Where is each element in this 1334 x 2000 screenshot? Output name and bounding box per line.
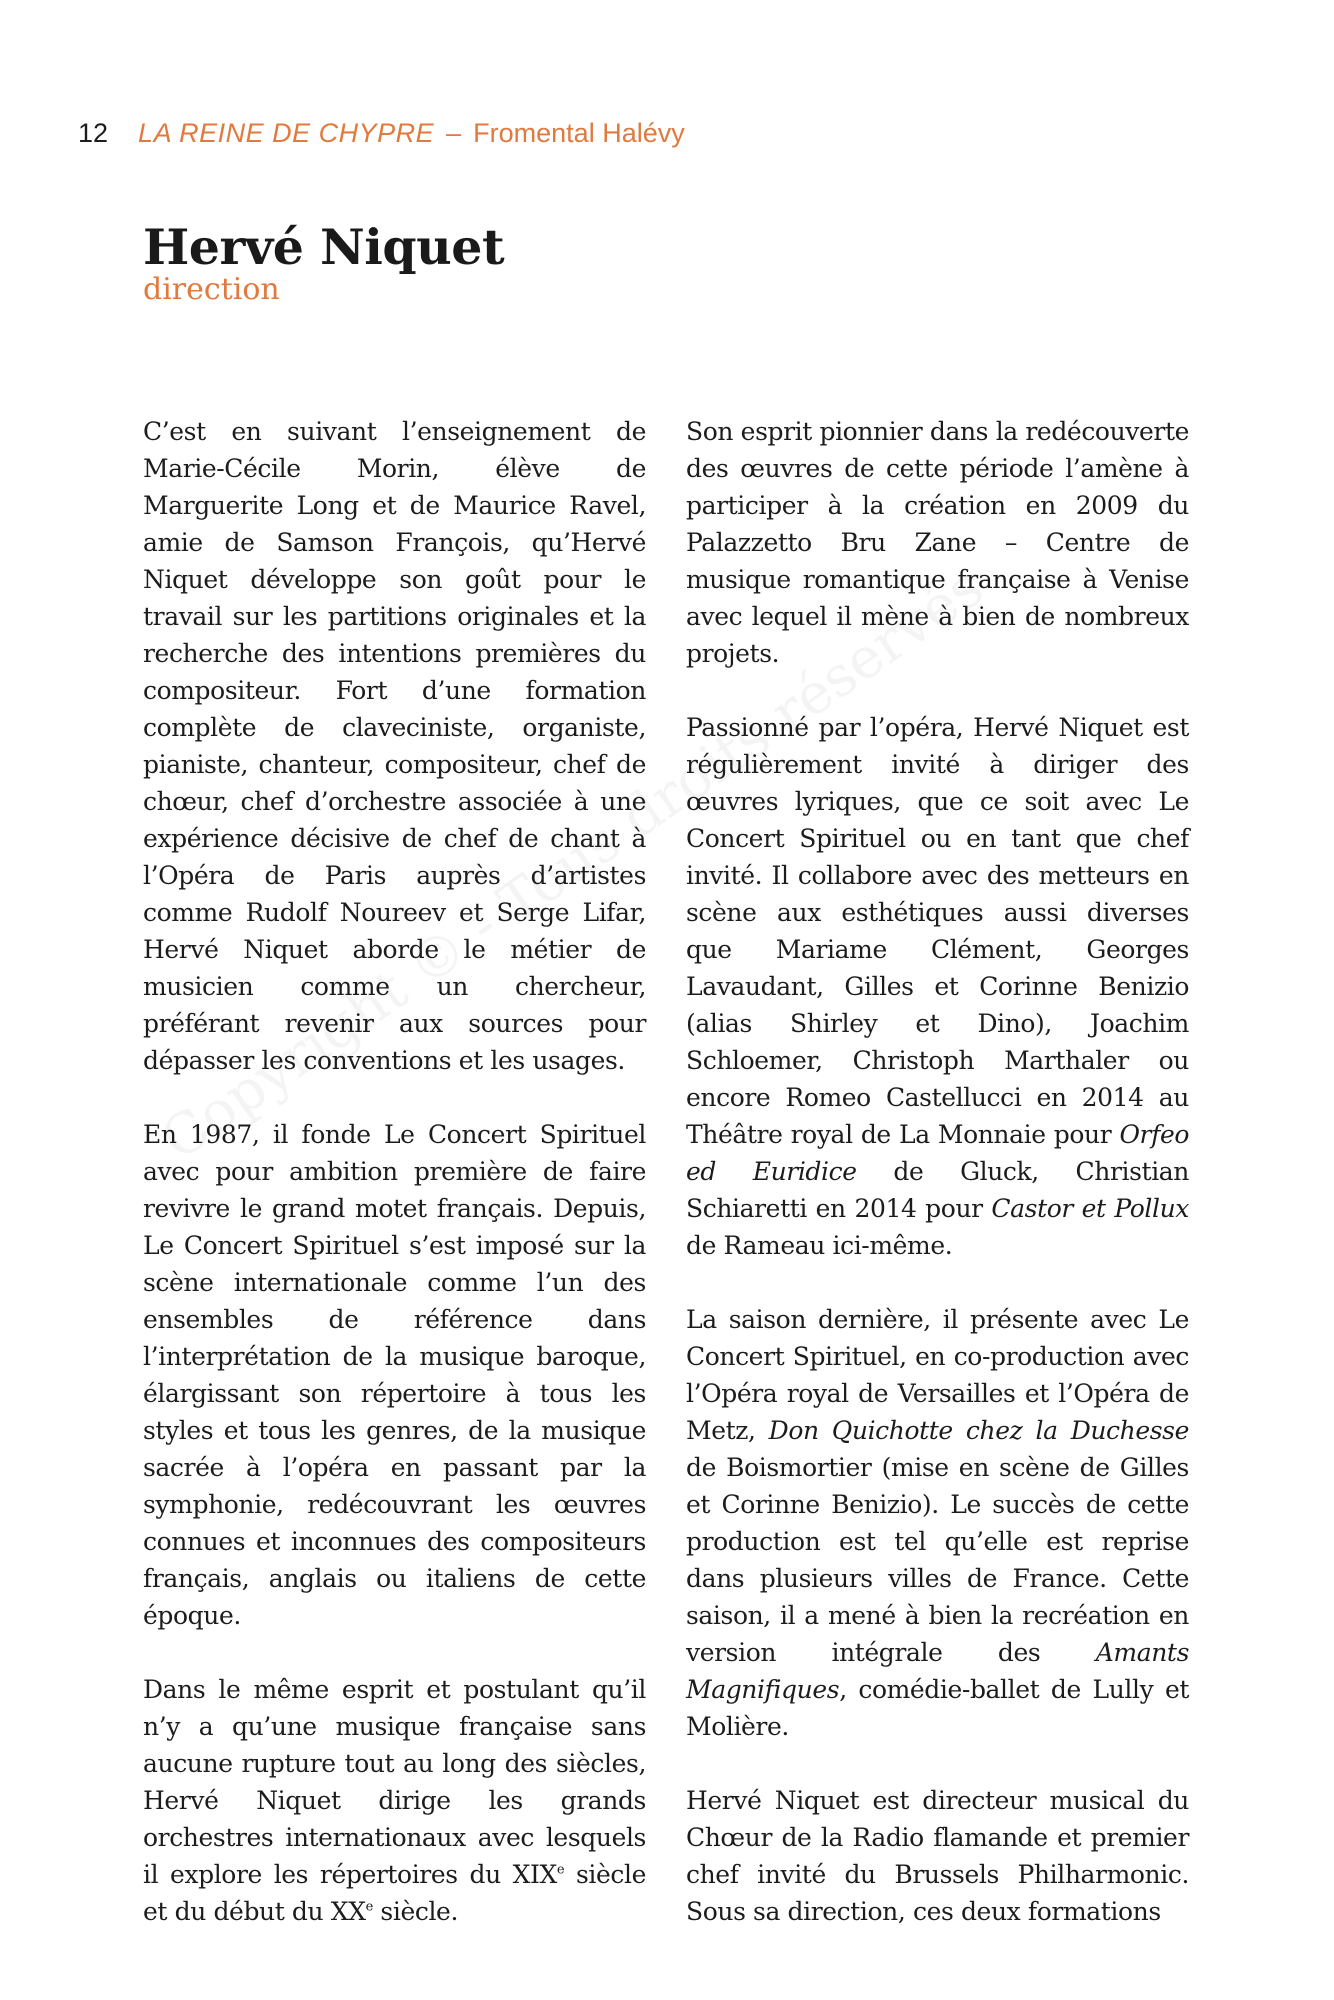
bio-paragraph-4: Son esprit pionnier dans la redécouverte des œuvres de cette période l’amène à participer à la création en 2009 du Palazzetto Bru Zane – Centre de musique romantique française à Venise avec lequel il mène à bien de nombreux projets. xyxy=(686,417,1189,668)
header-separator: – xyxy=(446,118,462,148)
bio-paragraph-3-text: Dans le même esprit et postulant qu’il n’y a qu’une musique française sans aucune rupture tout au long des siècles, Hervé Niquet dirige les grands orchestres internationaux avec lesquels il explore les répertoires du xyxy=(143,1675,646,1889)
composer-name: Fromental Halévy xyxy=(473,118,685,148)
century-20: XX xyxy=(330,1897,366,1926)
left-column xyxy=(143,413,646,1967)
article-role: direction xyxy=(143,272,280,307)
work-title-orfeo: Orfeo ed Euridice xyxy=(686,1120,1189,1186)
century-19-superscript: e xyxy=(556,1862,565,1878)
bio-paragraph-5-text-c: de Rameau ici-même. xyxy=(686,1231,953,1260)
bio-paragraph-6-text-c: , comédie-ballet de Lully et Molière. xyxy=(686,1675,1189,1741)
century-20-superscript: e xyxy=(365,1899,373,1915)
bio-paragraph-6 xyxy=(686,1301,1189,1745)
work-title-don-quichotte: Don Quichotte chez la Duchesse xyxy=(768,1416,1189,1445)
bio-paragraph-2: En 1987, il fonde Le Concert Spirituel avec pour ambition première de faire revivre le grand motet français. Depuis, Le Concert Spirituel s’est imposé sur la scène internationale comme l’un des ensembles de référence dans l’interprétation de la musique baroque, élargissant son répertoire à tous les styles et tous les genres, de la musique sacrée à l’opéra en passant par la symphonie, redécouvrant les œuvres connues et inconnues des compositeurs français, anglais ou italiens de cette époque. xyxy=(143,1120,646,1630)
bio-paragraph-3-end: siècle. xyxy=(372,1897,458,1926)
work-title-amants: Amants Magnifiques xyxy=(686,1638,1189,1704)
bio-paragraph-5-text-b: de Gluck, Christian Schiaretti en 2014 pour xyxy=(686,1157,1190,1223)
work-title-castor: Castor et Pollux xyxy=(991,1194,1190,1223)
bio-paragraph-3-mid: siècle et du début du xyxy=(143,1860,646,1926)
right-column xyxy=(686,413,1189,1967)
century-19: XIX xyxy=(512,1860,557,1889)
bio-paragraph-6-text-b: de Boismortier (mise en scène de Gilles et Corinne Benizio). Le succès de cette production est tel qu’elle est reprise dans plusieurs villes de France. Cette saison, il a mené à bien la recréation en version intégrale des xyxy=(686,1453,1189,1667)
bio-paragraph-1: C’est en suivant l’enseignement de Marie-Cécile Morin, élève de Marguerite Long et de Maurice Ravel, amie de Samson François, qu’Hervé Niquet développe son goût pour le travail sur les partitions originales et la recherche des intentions premières du compositeur. Fort d’une formation complète de claveciniste, organiste, pianiste, chanteur, compositeur, chef de chœur, chef d’orchestre associée à une expérience décisive de chef de chant à l’Opéra de Paris auprès d’artistes comme Rudolf Noureev et Serge Lifar, Hervé Niquet aborde le métier de musicien comme un chercheur, préférant revenir aux sources pour dépasser les conventions et les usages. xyxy=(143,417,646,1075)
bio-paragraph-5-text-a: Passionné par l’opéra, Hervé Niquet est régulièrement invité à diriger des œuvres lyriques, que ce soit avec Le Concert Spirituel ou en tant que chef invité. Il collabore avec des metteurs en scène aux esthétiques aussi diverses que Mariame Clément, Georges Lavaudant, Gilles et Corinne Benizio (alias Shirley et Dino), Joachim Schloemer, Christoph Marthaler ou encore Romeo Castellucci en 2014 au Théâtre royal de La Monnaie pour xyxy=(686,713,1189,1149)
article-title: Hervé Niquet xyxy=(143,218,505,276)
page-number: 12 xyxy=(78,118,109,148)
running-header xyxy=(78,118,685,149)
bio-paragraph-3 xyxy=(143,1671,646,1930)
opera-title: LA REINE DE CHYPRE xyxy=(138,118,435,148)
bio-paragraph-6-text-a: La saison dernière, il présente avec Le Concert Spirituel, en co-production avec l’Opéra royal de Versailles et l’Opéra de Metz, xyxy=(686,1305,1189,1445)
bio-paragraph-5 xyxy=(686,709,1189,1264)
bio-paragraph-7: Hervé Niquet est directeur musical du Chœur de la Radio flamande et premier chef invité du Brussels Philharmonic. Sous sa direction, ces deux formations xyxy=(686,1786,1189,1926)
